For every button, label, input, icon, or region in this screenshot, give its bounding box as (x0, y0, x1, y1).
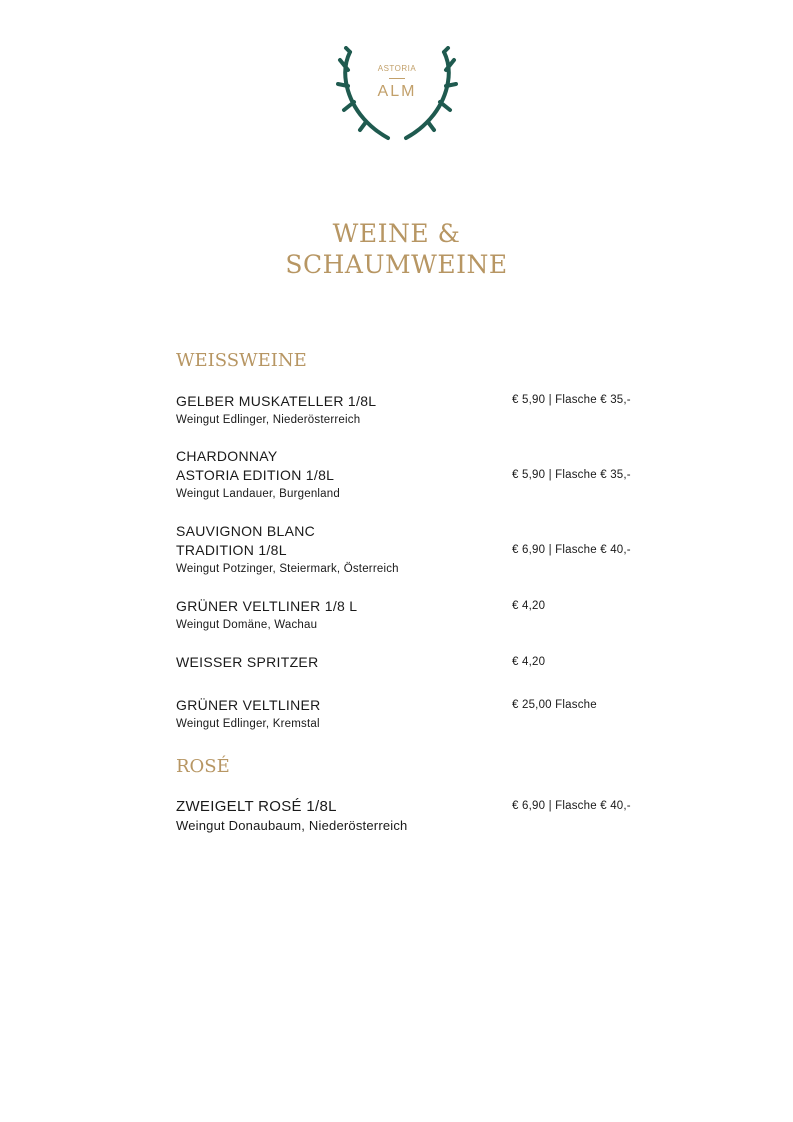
item-name-line2: ASTORIA EDITION 1/8L (176, 467, 335, 483)
page-title-line2: SCHAUMWEINE (285, 250, 508, 279)
item-price: € 6,90 | Flasche € 40,- (512, 544, 631, 556)
item-name: GELBER MUSKATELLER 1/8L (176, 393, 377, 409)
menu-item (176, 653, 656, 672)
item-name: SAUVIGNON BLANC (176, 523, 316, 539)
item-price: € 6,90 | Flasche € 40,- (512, 800, 631, 812)
page-title (0, 218, 793, 280)
item-price: € 4,20 (512, 656, 546, 668)
item-name: CHARDONNAY (176, 448, 278, 464)
section-heading-rose: ROSÉ (176, 756, 230, 777)
item-name-line2: TRADITION 1/8L (176, 542, 287, 558)
item-name: GRÜNER VELTLINER (176, 697, 321, 713)
item-price: € 4,20 (512, 600, 546, 612)
item-name: ZWEIGELT ROSÉ 1/8L (176, 798, 337, 815)
menu-item (176, 597, 656, 635)
page-title-line1: WEINE & (332, 219, 461, 248)
item-name: GRÜNER VELTLINER 1/8 L (176, 598, 358, 614)
section-heading-weissweine: WEISSWEINE (176, 350, 307, 371)
item-name: WEISSER SPRITZER (176, 654, 319, 670)
item-price: € 5,90 | Flasche € 35,- (512, 469, 631, 481)
logo-top-text: ASTORIA (377, 64, 417, 73)
logo-divider (389, 78, 405, 79)
item-price: € 5,90 | Flasche € 35,- (512, 394, 631, 406)
item-producer: Weingut Domäne, Wachau (176, 619, 318, 631)
item-producer: Weingut Potzinger, Steiermark, Österreich (176, 563, 399, 575)
logo-main-text: ALM (377, 83, 417, 100)
item-price: € 25,00 Flasche (512, 699, 597, 711)
item-producer: Weingut Edlinger, Kremstal (176, 718, 320, 730)
item-producer: Weingut Donaubaum, Niederösterreich (176, 818, 408, 833)
item-producer: Weingut Edlinger, Niederösterreich (176, 414, 361, 426)
logo (336, 46, 458, 142)
item-producer: Weingut Landauer, Burgenland (176, 488, 340, 500)
